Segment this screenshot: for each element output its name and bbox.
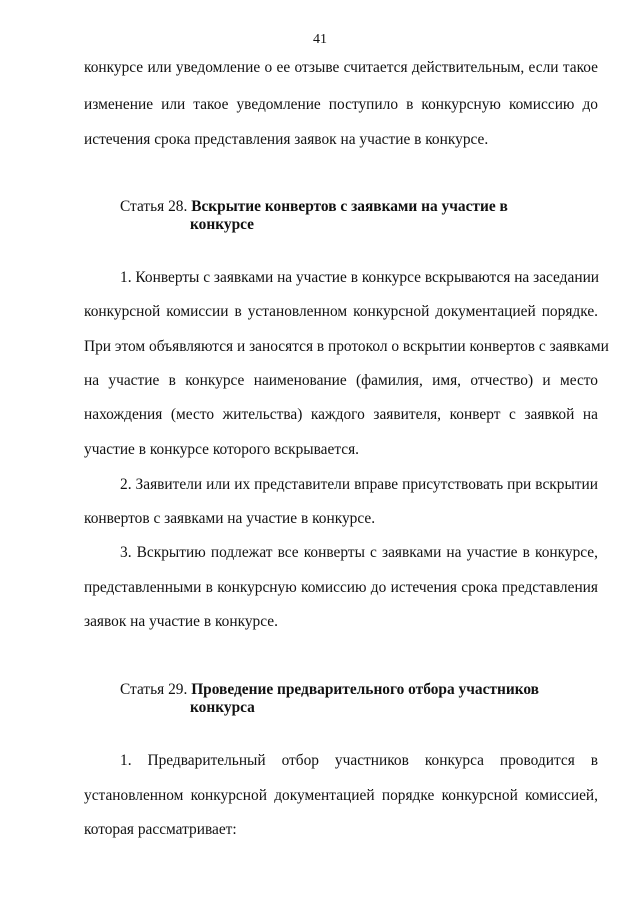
article-28-heading — [120, 198, 598, 234]
text-line: нахождения (место жительства) каждого заявителя, конверт с заявкой на — [84, 406, 598, 423]
text-line: установленном конкурсной документацией порядке конкурсной комиссией, — [84, 787, 598, 804]
text-line: конвертов с заявками на участие в конкурсе. — [84, 510, 376, 527]
text-line: 1. Предварительный отбор участников конкурса проводится в — [120, 752, 598, 769]
article-29-title-cont: конкурса — [190, 699, 255, 716]
text-line: 2. Заявители или их представители вправе присутствовать при вскрытии — [120, 476, 598, 493]
article-29-title: Проведение предварительного отбора участников — [191, 681, 539, 698]
text-line: изменение или такое уведомление поступило в конкурсную комиссию до — [84, 96, 598, 113]
text-line: 3. Вскрытию подлежат все конверты с заявками на участие в конкурсе, — [120, 544, 598, 561]
text-line: которая рассматривает: — [84, 821, 237, 838]
page-number: 41 — [313, 32, 327, 47]
article-29-heading — [120, 681, 598, 717]
text-line: истечения срока представления заявок на участие в конкурсе. — [84, 131, 489, 148]
article-28-title-cont: конкурсе — [190, 216, 254, 233]
text-line: заявок на участие в конкурсе. — [84, 613, 278, 630]
article-28-title: Вскрытие конвертов с заявками на участие в — [191, 198, 508, 215]
text-line: представленными в конкурсную комиссию до истечения срока представления — [84, 579, 598, 596]
text-line: При этом объявляются и заносятся в протокол о вскрытии конвертов с заявками — [84, 338, 609, 355]
text-line: конкурсной комиссии в установленном конкурсной документацией порядке. — [84, 303, 598, 320]
text-line: 1. Конверты с заявками на участие в конкурсе вскрываются на заседании — [120, 269, 600, 286]
article-28-label: Статья 28. — [120, 198, 188, 215]
article-29-label: Статья 29. — [120, 681, 188, 698]
text-line: на участие в конкурсе наименование (фамилия, имя, отчество) и место — [84, 372, 598, 389]
text-line: участие в конкурсе которого вскрывается. — [84, 441, 360, 458]
text-line: конкурсе или уведомление о ее отзыве считается действительным, если такое — [84, 59, 598, 76]
